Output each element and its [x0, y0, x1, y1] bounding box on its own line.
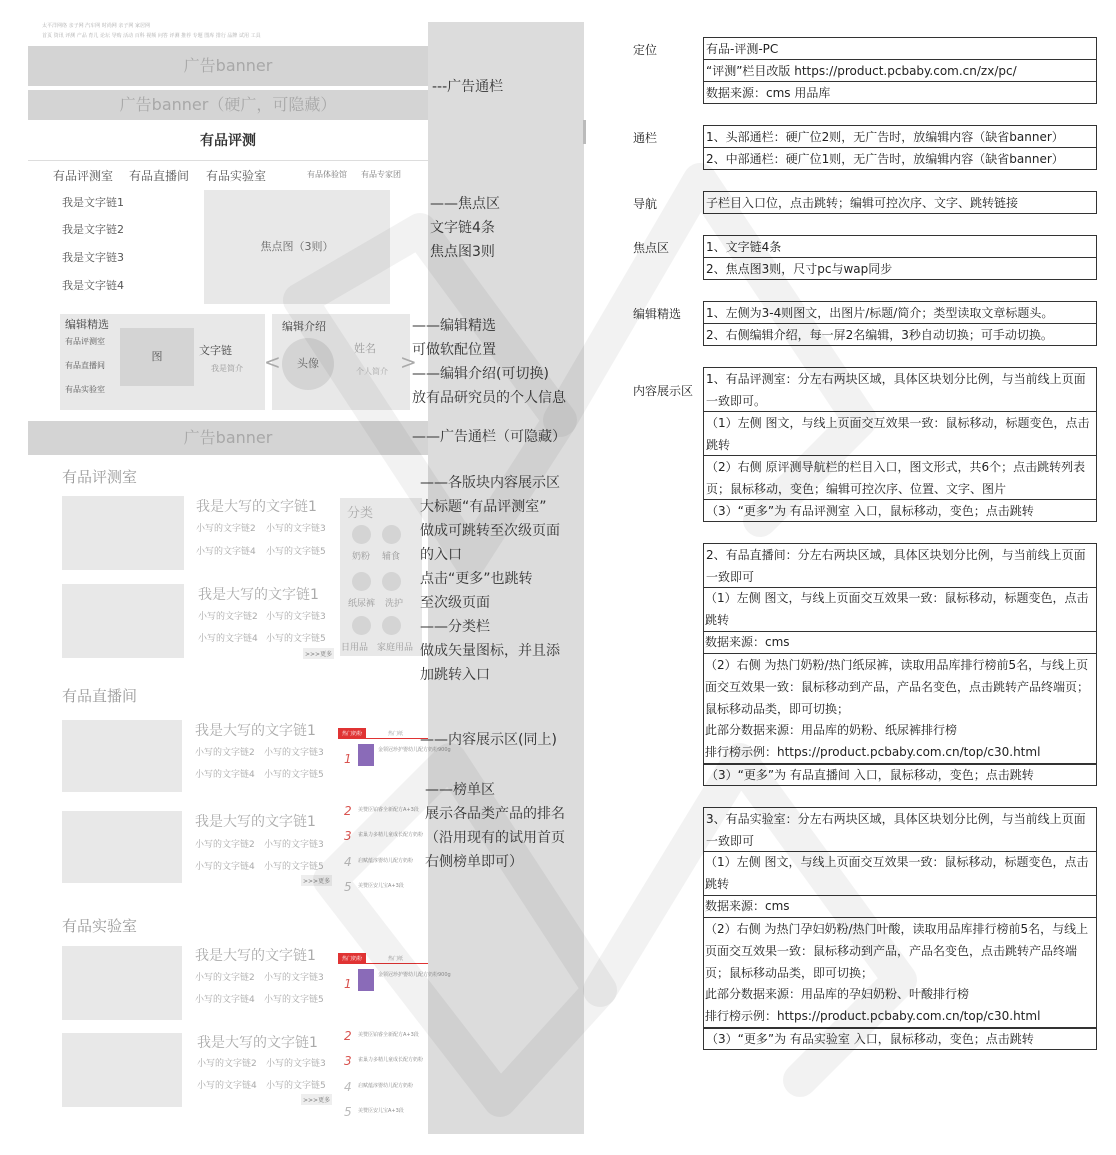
- editor-intro-panel: [264, 314, 417, 410]
- nav-tab-experts[interactable]: 有品专家团: [361, 170, 401, 179]
- rank-number: 5: [344, 1105, 352, 1119]
- annotation-line: 放有品研究员的个人信息: [412, 390, 566, 406]
- section3-small-link[interactable]: 小写的文字链3: [264, 973, 324, 983]
- rank-item-1[interactable]: 金领冠珍护婴幼儿配方奶粉900g: [378, 972, 451, 978]
- spec-label-focus: 焦点区: [633, 241, 670, 255]
- section2-small-link[interactable]: 小写的文字链2: [195, 748, 255, 758]
- section1-small-link[interactable]: 小写的文字链2: [196, 524, 256, 534]
- rank-number: 4: [344, 1080, 352, 1094]
- focus-text-link-3[interactable]: 我是文字链3: [62, 251, 124, 264]
- editor-pick-item-3[interactable]: 有品实验室: [65, 385, 105, 394]
- rank-item-5[interactable]: 美赞臣安儿宝A+3段: [358, 883, 404, 889]
- editor-pick-image[interactable]: 图: [120, 328, 194, 386]
- editor-intro-title: 编辑介绍: [282, 320, 326, 333]
- section3-small-link[interactable]: 小写的文字链5: [266, 1081, 326, 1091]
- category-title: 分类: [347, 506, 374, 521]
- annotation-line: ——榜单区: [425, 782, 495, 798]
- editor-pick-panel: [60, 314, 265, 410]
- spec-content2-row-5: 此部分数据来源：用品库的奶粉、纸尿裤排行榜: [705, 723, 958, 737]
- spec-navigation-row-1: 子栏目入口位，点击跳转；编辑可控次序、文字、跳转链接: [703, 191, 1097, 214]
- page-title: 有品评测: [200, 133, 256, 149]
- spec-content3-row-2: （1）左侧 图文，与线上页面交互效果一致：鼠标移动，标题变色，点击跳转: [703, 851, 1097, 896]
- rank-item-1[interactable]: 金领冠珍护婴幼儿配方奶粉900g: [378, 747, 451, 753]
- focus-image[interactable]: [204, 190, 390, 304]
- editor-pick-intro: 我是简介: [211, 364, 243, 373]
- annotation-line: 右侧榜单即可）: [425, 854, 523, 870]
- mid-ad-banner[interactable]: 广告banner: [28, 421, 428, 455]
- spec-focus-row-1: 1、文字链4条: [703, 235, 1097, 258]
- rank-number: 5: [344, 880, 352, 894]
- annotation-line: 加跳转入口: [420, 667, 490, 683]
- rank-number: 1: [344, 977, 352, 991]
- spec-content2-row-3: 数据来源：cms: [705, 635, 790, 649]
- focus-text-link-1[interactable]: 我是文字链1: [62, 196, 124, 209]
- section1-small-link[interactable]: 小写的文字链5: [266, 547, 326, 557]
- spec-content2-row-1: 2、有品直播间：分左右两块区域，具体区块划分比例，与当前线上页面一致即可: [703, 543, 1097, 588]
- editor-name: 姓名: [354, 342, 376, 355]
- spec-positioning-row-3: 数据来源：cms 用品库: [703, 81, 1097, 104]
- section2-small-link[interactable]: 小写的文字链3: [264, 748, 324, 758]
- spec-positioning-row-2: “评测”栏目改版 https://product.pcbaby.com.cn/zx/pc/: [703, 59, 1097, 82]
- section1-big-link-2[interactable]: 我是大写的文字链1: [198, 587, 319, 603]
- section2-small-link[interactable]: 小写的文字链4: [195, 770, 255, 780]
- scrollbar-thumb[interactable]: [583, 120, 586, 144]
- annotation-ad-banner: ---广告通栏: [432, 79, 504, 95]
- editor-pick-link[interactable]: 文字链: [199, 344, 232, 357]
- rank-number: 1: [344, 752, 352, 766]
- category-icon-milk[interactable]: [352, 525, 371, 544]
- annotation-editor: [412, 314, 566, 410]
- section1-article-image-1[interactable]: [62, 496, 184, 570]
- section1-small-link[interactable]: 小写的文字链5: [266, 634, 326, 644]
- annotation-line: ——分类栏: [420, 619, 490, 635]
- section1-small-link[interactable]: 小写的文字链2: [198, 612, 258, 622]
- section1-small-link[interactable]: 小写的文字链3: [266, 524, 326, 534]
- editor-pick-item-1[interactable]: 有品评测室: [65, 337, 105, 346]
- spec-content1-row-4: （3）“更多”为 有品评测室 入口，鼠标移动，变色；点击跳转: [703, 499, 1097, 522]
- annotation-line: ——各版块内容展示区: [420, 475, 560, 491]
- rank-number: 3: [344, 829, 352, 843]
- annotation-focus: [430, 192, 500, 264]
- category-label-home[interactable]: 家庭用品: [377, 643, 414, 653]
- annotation-line: 做成可跳转至次级页面: [420, 523, 560, 539]
- category-label-wash[interactable]: 洗护: [385, 599, 404, 609]
- section2-small-link[interactable]: 小写的文字链3: [264, 840, 324, 850]
- spec-content3-row-5: 此部分数据来源：用品库的孕妇奶粉、叶酸排行榜: [705, 987, 970, 1001]
- spec-content3-row-7: （3）“更多”为 有品实验室 入口，鼠标移动，变色；点击跳转: [703, 1027, 1097, 1050]
- annotation-line: 做成矢量图标，并且添: [420, 643, 560, 659]
- rank-item-2[interactable]: 美赞臣铂睿全新配方A+3段: [358, 1032, 419, 1038]
- spec-content1-row-3: （2）右侧 原评测导航栏的栏目入口，图文形式，共6个；点击跳转列表页；鼠标移动，变色；编辑可控次序、位置、文字、图片: [703, 455, 1097, 500]
- spec-label-banner: 通栏: [633, 131, 658, 145]
- section1-article-image-2[interactable]: [62, 584, 184, 658]
- annotation-line: 可做软配位置: [412, 342, 496, 358]
- rank-list-live: [334, 718, 451, 894]
- nav-tab-lab[interactable]: 有品实验室: [206, 169, 267, 183]
- category-label-milk[interactable]: 奶粉: [352, 552, 371, 562]
- rank-tab-underline: [338, 963, 428, 964]
- rank-product-image[interactable]: [358, 969, 374, 991]
- section2-small-link[interactable]: 小写的文字链2: [195, 840, 255, 850]
- editor-prev-arrow-icon[interactable]: <: [264, 350, 281, 374]
- annotation-content-same: ——内容展示区(同上): [420, 732, 557, 748]
- section1-small-link[interactable]: 小写的文字链4: [196, 547, 256, 557]
- annotation-line: ——焦点区: [430, 196, 500, 212]
- category-label-food[interactable]: 辅食: [382, 552, 401, 562]
- section-title-lab[interactable]: 有品实验室: [62, 917, 138, 935]
- spec-content2-row-2: （1）左侧 图文，与线上页面交互效果一致：鼠标移动，标题变色，点击跳转: [703, 587, 1097, 632]
- section3-small-link[interactable]: 小写的文字链2: [197, 1059, 257, 1069]
- section2-big-link-2[interactable]: 我是大写的文字链1: [195, 814, 316, 830]
- nav-divider: [28, 160, 428, 161]
- section2-small-link[interactable]: 小写的文字链4: [195, 862, 255, 872]
- section3-small-link[interactable]: 小写的文字链4: [195, 995, 255, 1005]
- category-icon-food[interactable]: [382, 525, 401, 544]
- section3-big-link-1[interactable]: 我是大写的文字链1: [195, 948, 316, 964]
- section3-article-image-2[interactable]: [62, 1033, 182, 1107]
- rank-number: 2: [344, 804, 352, 818]
- section1-big-link-1[interactable]: 我是大写的文字链1: [196, 499, 317, 515]
- spec-content3-row-6: 排行榜示例：https://product.pcbaby.com.cn/top/c30.html: [705, 1009, 1041, 1023]
- rank-tab-hot-diaper[interactable]: 热门纸: [388, 956, 404, 962]
- section-title-live-room[interactable]: 有品直播间: [62, 687, 138, 705]
- annotation-line: ——编辑介绍(可切换): [412, 366, 549, 382]
- rank-item-3[interactable]: 雀巢力多精儿童成长配方奶粉: [358, 1057, 424, 1063]
- spec-content1-row-2: （1）左侧 图文，与线上页面交互效果一致：鼠标移动，标题变色，点击跳转: [703, 411, 1097, 456]
- annotation-line: 展示各品类产品的排名: [425, 806, 565, 822]
- focus-text-link-4[interactable]: 我是文字链4: [62, 279, 124, 292]
- rank-number: 2: [344, 1029, 352, 1043]
- rank-item-5[interactable]: 美赞臣安儿宝A+3段: [358, 1108, 404, 1114]
- nav-tab-live-room[interactable]: 有品直播间: [129, 169, 190, 183]
- spec-label-content: 内容展示区: [633, 384, 694, 398]
- top-nav-line-2: 首页 资讯 评测 产品 育儿 论坛 导购 活动 百科 视频 问答 评测 推荐 专题 图库 排行 品牌 试用 工具: [42, 33, 261, 39]
- nav-tab-review-room[interactable]: 有品评测室: [53, 169, 114, 183]
- category-label-diaper[interactable]: 纸尿裤: [348, 599, 376, 609]
- annotation-line: 至次级页面: [420, 595, 490, 611]
- section2-big-link-1[interactable]: 我是大写的文字链1: [195, 723, 316, 739]
- spec-content3-row-3: 数据来源：cms: [705, 899, 790, 913]
- section1-small-link[interactable]: 小写的文字链3: [266, 612, 326, 622]
- editor-avatar: 头像: [282, 338, 334, 390]
- rank-product-image[interactable]: [358, 744, 374, 766]
- nav-tab-experience[interactable]: 有品体验馆: [307, 170, 347, 179]
- editor-pick-title: 编辑精选: [65, 318, 109, 331]
- spec-label-editor: 编辑精选: [633, 307, 682, 321]
- rank-item-4[interactable]: 启赋蕴淳婴幼儿配方奶粉: [358, 1083, 414, 1089]
- spec-content3-row-1: 3、有品实验室：分左右两块区域，具体区块划分比例，与当前线上页面一致即可: [703, 807, 1097, 852]
- spec-positioning-row-1: 有品-评测-PC: [703, 37, 1097, 60]
- top-ad-banner[interactable]: 广告banner: [28, 46, 428, 86]
- editor-pick-item-2[interactable]: 有品直播间: [65, 361, 105, 370]
- category-icon-daily[interactable]: [352, 616, 371, 635]
- hard-ad-banner[interactable]: 广告banner（硬广，可隐藏）: [28, 90, 428, 120]
- rank-tab-hot-milk[interactable]: 热门奶粉: [338, 953, 366, 964]
- category-panel: [340, 498, 422, 656]
- rank-number: 3: [344, 1054, 352, 1068]
- spec-content1-row-1: 1、有品评测室：分左右两块区域，具体区块划分比例，与当前线上页面一致即可。: [703, 367, 1097, 412]
- annotation-sections: [420, 471, 560, 687]
- annotation-line: （沿用现有的试用首页: [425, 830, 565, 846]
- annotation-line: 点击“更多”也跳转: [420, 571, 533, 587]
- annotation-ad-banner-hideable: ——广告通栏（可隐藏）: [412, 429, 566, 445]
- rank-list-lab: [334, 943, 451, 1119]
- annotation-line: 文字链4条: [430, 220, 495, 236]
- section3-small-link[interactable]: 小写的文字链3: [266, 1059, 326, 1069]
- rank-item-3[interactable]: 雀巢力多精儿童成长配方奶粉: [358, 832, 424, 838]
- section-title-review-room[interactable]: 有品评测室: [62, 468, 138, 486]
- spec-content3-row-4: （2）右侧 为热门孕妇奶粉/热门叶酸，读取用品库排行榜前5名，与线上页面交互效果一致：鼠标移动到产品，产品名变色，点击跳转产品终端页；鼠标移动品类，即可切换；: [703, 917, 1097, 984]
- annotation-line: 焦点图3则: [430, 244, 495, 260]
- editor-bio: 个人简介: [356, 367, 388, 376]
- section3-big-link-2[interactable]: 我是大写的文字链1: [197, 1035, 318, 1051]
- spec-editor-row-1: 1、左侧为3-4则图文，出图片/标题/简介；类型读取文章标题头。: [703, 301, 1097, 324]
- section3-small-link[interactable]: 小写的文字链4: [197, 1081, 257, 1091]
- category-icon-wash[interactable]: [382, 572, 401, 591]
- editor-next-arrow-icon[interactable]: >: [400, 350, 417, 374]
- section3-more-button[interactable]: >>>更多: [301, 1094, 332, 1105]
- rank-item-2[interactable]: 美赞臣铂睿全新配方A+3段: [358, 807, 419, 813]
- section2-small-link[interactable]: 小写的文字链5: [264, 862, 324, 872]
- focus-text-link-2[interactable]: 我是文字链2: [62, 223, 124, 236]
- rank-tab-underline: [338, 738, 428, 739]
- spec-label-positioning: 定位: [633, 43, 658, 57]
- spec-content2-row-7: （3）“更多”为 有品直播间 入口，鼠标移动，变色；点击跳转: [703, 763, 1097, 786]
- spec-editor-row-2: 2、右侧编辑介绍，每一屏2名编辑，3秒自动切换；可手动切换。: [703, 323, 1097, 346]
- spec-banner-row-2: 2、中部通栏：硬广位1则，无广告时，放编辑内容（缺省banner）: [703, 147, 1097, 170]
- section2-article-image-1[interactable]: [62, 720, 182, 792]
- section2-article-image-2[interactable]: [62, 811, 182, 883]
- spec-content2-row-4: （2）右侧 为热门奶粉/热门纸尿裤，读取用品库排行榜前5名，与线上页面交互效果一致：鼠标移动到产品，产品名变色，点击跳转产品终端页；鼠标移动品类，即可切换；: [703, 653, 1097, 720]
- spec-focus-row-2: 2、焦点图3则，尺寸pc与wap同步: [703, 257, 1097, 280]
- top-nav-line-1: 太平洋网络 亲子网 汽车网 时尚网 亲子网 家居网: [42, 23, 150, 29]
- spec-banner-row-1: 1、头部通栏：硬广位2则，无广告时，放编辑内容（缺省banner）: [703, 125, 1097, 148]
- focus-image-label: 焦点图（3则）: [260, 240, 334, 253]
- category-icon-home[interactable]: [382, 616, 401, 635]
- rank-number: 4: [344, 855, 352, 869]
- section3-small-link[interactable]: 小写的文字链5: [264, 995, 324, 1005]
- category-icon-diaper[interactable]: [352, 572, 371, 591]
- section2-small-link[interactable]: 小写的文字链5: [264, 770, 324, 780]
- section3-small-link[interactable]: 小写的文字链2: [195, 973, 255, 983]
- spec-content2-row-6: 排行榜示例：https://product.pcbaby.com.cn/top/c30.html: [705, 745, 1041, 759]
- rank-tab-hot-diaper[interactable]: 热门纸: [388, 731, 404, 737]
- spec-label-navigation: 导航: [633, 197, 658, 211]
- annotation-line: ——编辑精选: [412, 318, 496, 334]
- section3-article-image-1[interactable]: [62, 946, 182, 1020]
- section1-more-button[interactable]: >>>更多: [303, 648, 334, 659]
- annotation-line: 的入口: [420, 547, 462, 563]
- annotation-rank: [425, 778, 565, 874]
- section1-small-link[interactable]: 小写的文字链4: [198, 634, 258, 644]
- section2-more-button[interactable]: >>>更多: [301, 875, 332, 886]
- rank-item-4[interactable]: 启赋蕴淳婴幼儿配方奶粉: [358, 858, 414, 864]
- category-label-daily[interactable]: 日用品: [341, 643, 369, 653]
- rank-tab-hot-milk[interactable]: 热门奶粉: [338, 728, 366, 739]
- annotation-line: 大标题“有品评测室”: [420, 499, 547, 515]
